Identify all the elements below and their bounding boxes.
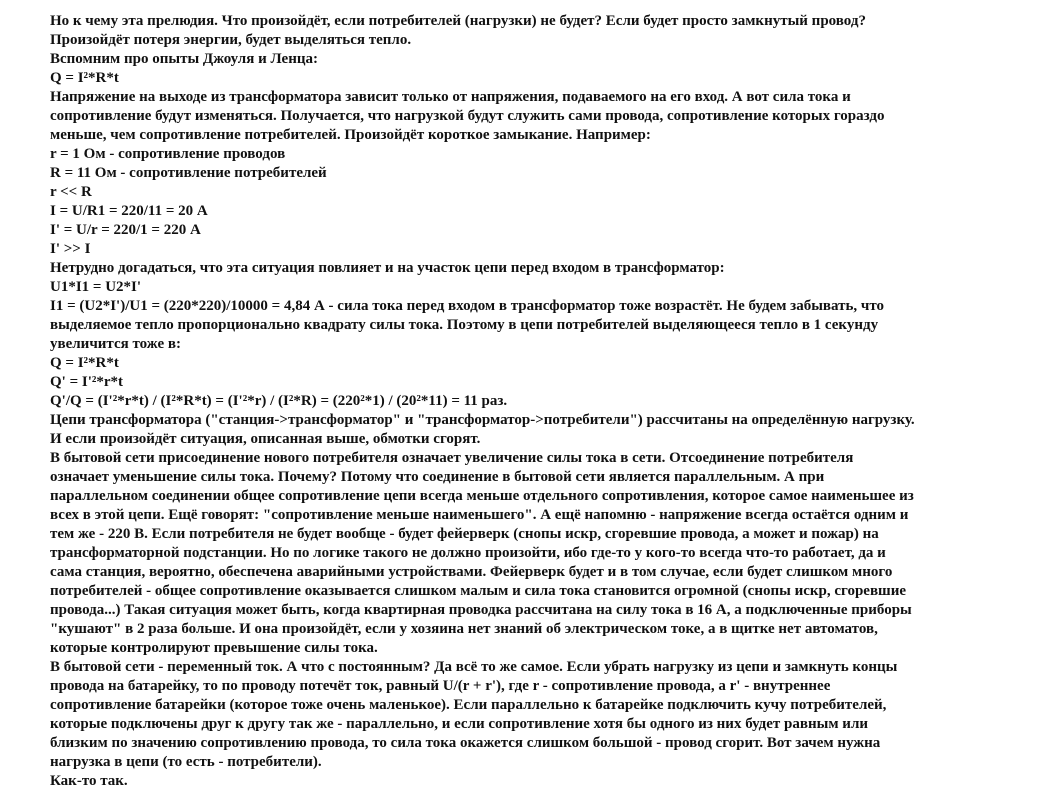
text-line: означает уменьшение силы тока. Почему? Потому что соединение в бытовой сети является параллельным. А при bbox=[50, 469, 825, 485]
text-line: потребителей - общее сопротивление оказывается слишком малым и сила тока становится огромной (снопы искр, сгоревшие bbox=[50, 583, 907, 599]
text-line: тем же - 220 В. Если потребителя не будет вообще - будет фейерверк (снопы искр, сгоревшие провода, а может и пожар) на bbox=[50, 526, 879, 542]
text-line: меньше, чем сопротивление потребителей. Произойдёт короткое замыкание. Например: bbox=[50, 127, 651, 143]
text-line: нагрузка в цепи (то есть - потребители). bbox=[50, 754, 322, 770]
text-line: Нетрудно догадаться, что эта ситуация повлияет и на участок цепи перед входом в трансформатор: bbox=[50, 260, 725, 276]
text-line: Произойдёт потеря энергии, будет выделяться тепло. bbox=[50, 32, 412, 48]
text-line: провода на батарейку, то по проводу потечёт ток, равный U/(r + r'), где r - сопротивление провода, а r' - внутреннее bbox=[50, 678, 831, 694]
formula-line: U1*I1 = U2*I' bbox=[50, 279, 142, 295]
text-line: В бытовой сети присоединение нового потребителя означает увеличение силы тока в сети. Отсоединение потребителя bbox=[50, 450, 854, 466]
formula-line: Q = I²*R*t bbox=[50, 355, 119, 371]
text-line: выделяемое тепло пропорционально квадрату силы тока. Поэтому в цепи потребителей выделяющееся тепло в 1 секунду bbox=[50, 317, 879, 333]
text-line: I1 = (U2*I')/U1 = (220*220)/10000 = 4,84 А - сила тока перед входом в трансформатор тоже возрастёт. Не будем забывать, что bbox=[50, 298, 885, 314]
text-line: Но к чему эта прелюдия. Что произойдёт, если потребителей (нагрузки) не будет? Если будет просто замкнутый провод? bbox=[50, 13, 866, 29]
text-line: Как-то так. bbox=[50, 773, 128, 789]
document-body bbox=[50, 12, 1050, 791]
text-line: параллельном соединении общее сопротивление цепи всегда меньше отдельного сопротивления, которое самое наименьшее из bbox=[50, 488, 914, 504]
text-line: близким по значению сопротивлению провода, то сила тока окажется слишком большой - провод сгорит. Вот зачем нужна bbox=[50, 735, 881, 751]
formula-line: Q = I²*R*t bbox=[50, 70, 119, 86]
formula-line: Q'/Q = (I'²*r*t) / (I²*R*t) = (I'²*r) / (I²*R) = (220²*1) / (20²*11) = 11 раз. bbox=[50, 393, 508, 409]
formula-line: I' = U/r = 220/1 = 220 А bbox=[50, 222, 201, 238]
formula-line: Q' = I'²*r*t bbox=[50, 374, 124, 390]
formula-line: I' >> I bbox=[50, 241, 91, 257]
text-line: И если произойдёт ситуация, описанная выше, обмотки сгорят. bbox=[50, 431, 481, 447]
formula-line: R = 11 Ом - сопротивление потребителей bbox=[50, 165, 327, 181]
formula-line: r << R bbox=[50, 184, 92, 200]
text-line: Напряжение на выходе из трансформатора зависит только от напряжения, подаваемого на его вход. А вот сила тока и bbox=[50, 89, 851, 105]
text-line: трансформаторной подстанции. Но по логике такого не должно произойти, ибо где-то у кого-то всегда что-то работает, да и bbox=[50, 545, 886, 561]
text-line: которые подключены друг к другу так же - параллельно, и если сопротивление хотя бы одного из них будет равным или bbox=[50, 716, 869, 732]
formula-line: I = U/R1 = 220/11 = 20 А bbox=[50, 203, 208, 219]
text-line: сопротивление будут изменяться. Получается, что нагрузкой будут служить сами провода, сопротивление которых гораздо bbox=[50, 108, 885, 124]
text-line: сопротивление батарейки (которое тоже очень маленькое). Если параллельно к батарейке подключить кучу потребителей, bbox=[50, 697, 887, 713]
text-line: Вспомним про опыты Джоуля и Ленца: bbox=[50, 51, 318, 67]
formula-line: r = 1 Ом - сопротивление проводов bbox=[50, 146, 286, 162]
text-line: В бытовой сети - переменный ток. А что с постоянным? Да всё то же самое. Если убрать нагрузку из цепи и замкнуть концы bbox=[50, 659, 898, 675]
text-line: которые контролируют превышение силы тока. bbox=[50, 640, 378, 656]
text-line: сама станция, вероятно, обеспечена аварийными устройствами. Фейерверк будет и в том случае, если будет слишком много bbox=[50, 564, 893, 580]
text-line: Цепи трансформатора ("станция->трансформатор" и "трансформатор->потребители") рассчитаны на определённую нагрузку. bbox=[50, 412, 915, 428]
text-line: "кушают" в 2 раза больше. И она произойдёт, если у хозяина нет знаний об электрическом токе, а в щитке нет автоматов, bbox=[50, 621, 878, 637]
text-line: провода...) Такая ситуация может быть, когда квартирная проводка рассчитана на силу тока в 16 А, а подключенные приборы bbox=[50, 602, 912, 618]
text-line: увеличится тоже в: bbox=[50, 336, 181, 352]
text-line: всех в этой цепи. Ещё говорят: "сопротивление меньше наименьшего". А ещё напомню - напряжение всегда остаётся одним и bbox=[50, 507, 909, 523]
